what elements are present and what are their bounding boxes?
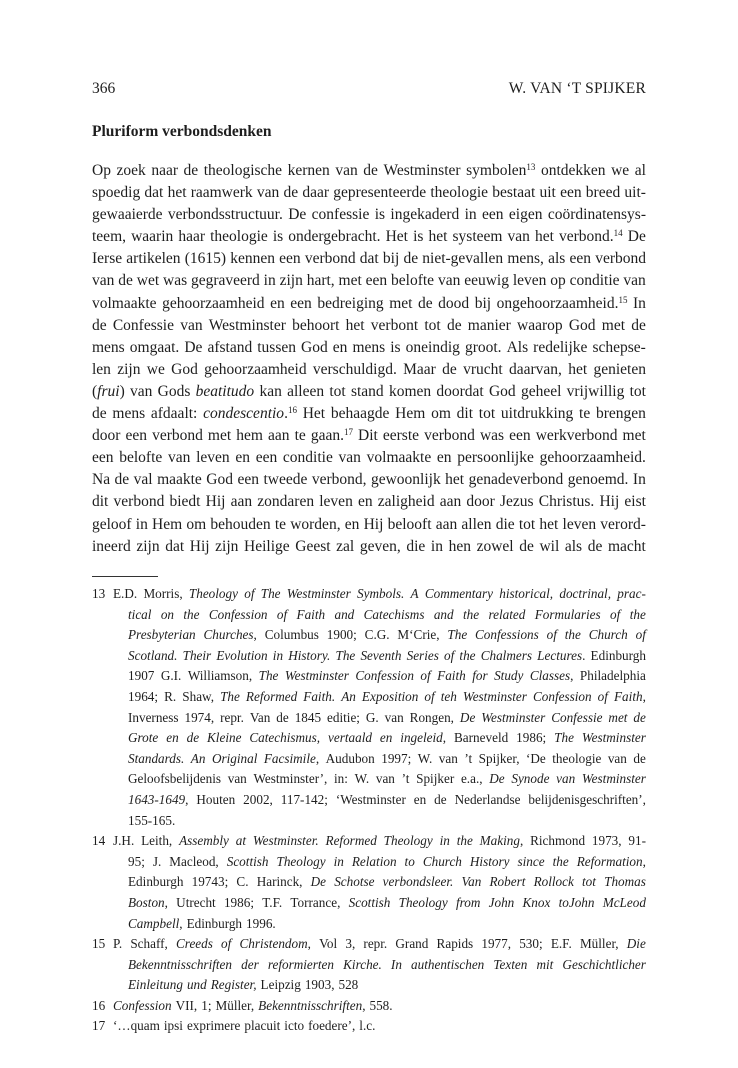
page-number: 366 (92, 80, 116, 97)
running-head: W. VAN ‘T SPIJKER (508, 80, 646, 97)
footnote-15: 15 P. Schaff, Creeds of Christendom, Vol 3, repr. Grand Rapids 1977, 530; E.F. Müller, Die Bekenntnisschriften der reformierten Kirche. In authentischen Texten mit Geschichtlicher Einleitung und Register, Leipzig 1903, 528 (92, 936, 646, 993)
footnote-17: 17 ‘…quam ipsi exprimere placuit icto foedere’, l.c. (92, 1016, 646, 1037)
footnote-number: 14 (92, 833, 106, 849)
footnote-separator (92, 576, 158, 577)
section-heading: Pluriform verbondsdenken (92, 123, 272, 140)
footnote-14: 14 J.H. Leith, Assembly at Westminster. Reformed Theology in the Making, Richmond 1973, 91- 95; J. Macleod, Scottish Theology in Relation to Church History since the Reformation, Edinburgh 19743; C. Harinck, De Schotse verbondsleer. Van Robert Rollock tot Thomas Boston, Utrecht 1986; T.F. Torrance, Scottish Theology from John Knox toJohn McLeod Campbell, Edinburgh 1996. (92, 833, 646, 931)
footnote-number: 15 (92, 936, 106, 952)
footnote-number: 16 (92, 997, 106, 1013)
page-header (92, 80, 646, 100)
footnotes (92, 584, 646, 1037)
footnote-number: 13 (92, 586, 106, 601)
body-paragraph: Op zoek naar de theologische kernen van de Westminster symbolen$^{13}$ ontdekken we al spoedig dat het raamwerk van de daar gepresenteerde theologie bestaat uit een breed uit- gewaaierde verbondsstructuur. De confessie is ingekaderd in een eigen coördinatensys- teem, waarin haar theologie is ondergebracht. Het is het systeem van het verbond.$^{14}$ De Ierse artikelen (1615) kennen een verbond dat bij de niet-gevallen mens, als een verbond van de wet was gegraveerd in zijn hart, met een belofte van eeuwig leven op conditie van volmaakte gehoorzaamheid en een bedreiging met de dood bij ongehoorzaamheid.$^{15}$ In de Confessie van Westminster behoort het verbont tot de manier waarop God met de mens omgaat. De afstand tussen God en mens is oneindig groot. Als redelijke schepse- len zijn we God gehoorzaamheid verschuldigd. Maar de vrucht daarvan, het genieten (frui) van Gods beatitudo kan alleen tot stand komen doordat God geheel vrijwillig tot de mens afdaalt: condescentio.$^{16}$ Het behaagde Hem om dit tot uitdrukking te brengen door een verbond met hem aan te gaan.$^{17}$ Dit eerste verbond was een werkverbond met een belofte van leven en een conditie van volmaakte en persoonlijke gehoorzaamheid. Na de val maakte God een tweede verbond, gewoonlijk het genadeverbond genoemd. In dit verbond biedt Hij aan zondaren leven en zaligheid aan door Jezus Christus. Hij eist geloof in Hem om behouden te worden, en Hij belooft aan allen die tot het leven verord- ineerd zijn dat Hij zijn Heilige Geest zal geven, die in hen zowel de wil als de macht (92, 162, 646, 555)
footnote-number: 17 (92, 1018, 106, 1034)
footnote-16: 16 Confession VII, 1; Müller, Bekenntnisschriften, 558. (92, 996, 646, 1017)
footnote-13: 13 E.D. Morris, Theology of The Westminster Symbols. A Commentary historical, doctrinal, prac- tical on the Confession of Faith and Catechisms and the related Formularies of the Presbyterian Churches, Columbus 1900; C.G. M‘Crie, The Confessions of the Church of Scotland. Their Evolution in History. The Seventh Series of the Chalmers Lectures. Edinburgh 1907 G.I. Williamson, The Westminster Confession of Faith for Study Classes, Philadelphia 1964; R. Shaw, The Reformed Faith. An Exposition of teh Westminster Confession of Faith, Inverness 1974, repr. Van de 1845 editie; G. van Rongen, De Westminster Confessie met de Grote en de Kleine Catechismus, vertaald en ingeleid, Barneveld 1986; The Westminster Standards. An Original Facsimile, Audubon 1997; W. van ’t Spijker, ‘De theologie van de Geloofsbelijdenis van Westminster’, in: W. van ’t Spijker e.a., De Synode van Westminster 1643-1649, Houten 2002, 117-142; ‘Westminster en de Nederlandse belijdenisgeschriften’, 155-165. (92, 586, 646, 828)
